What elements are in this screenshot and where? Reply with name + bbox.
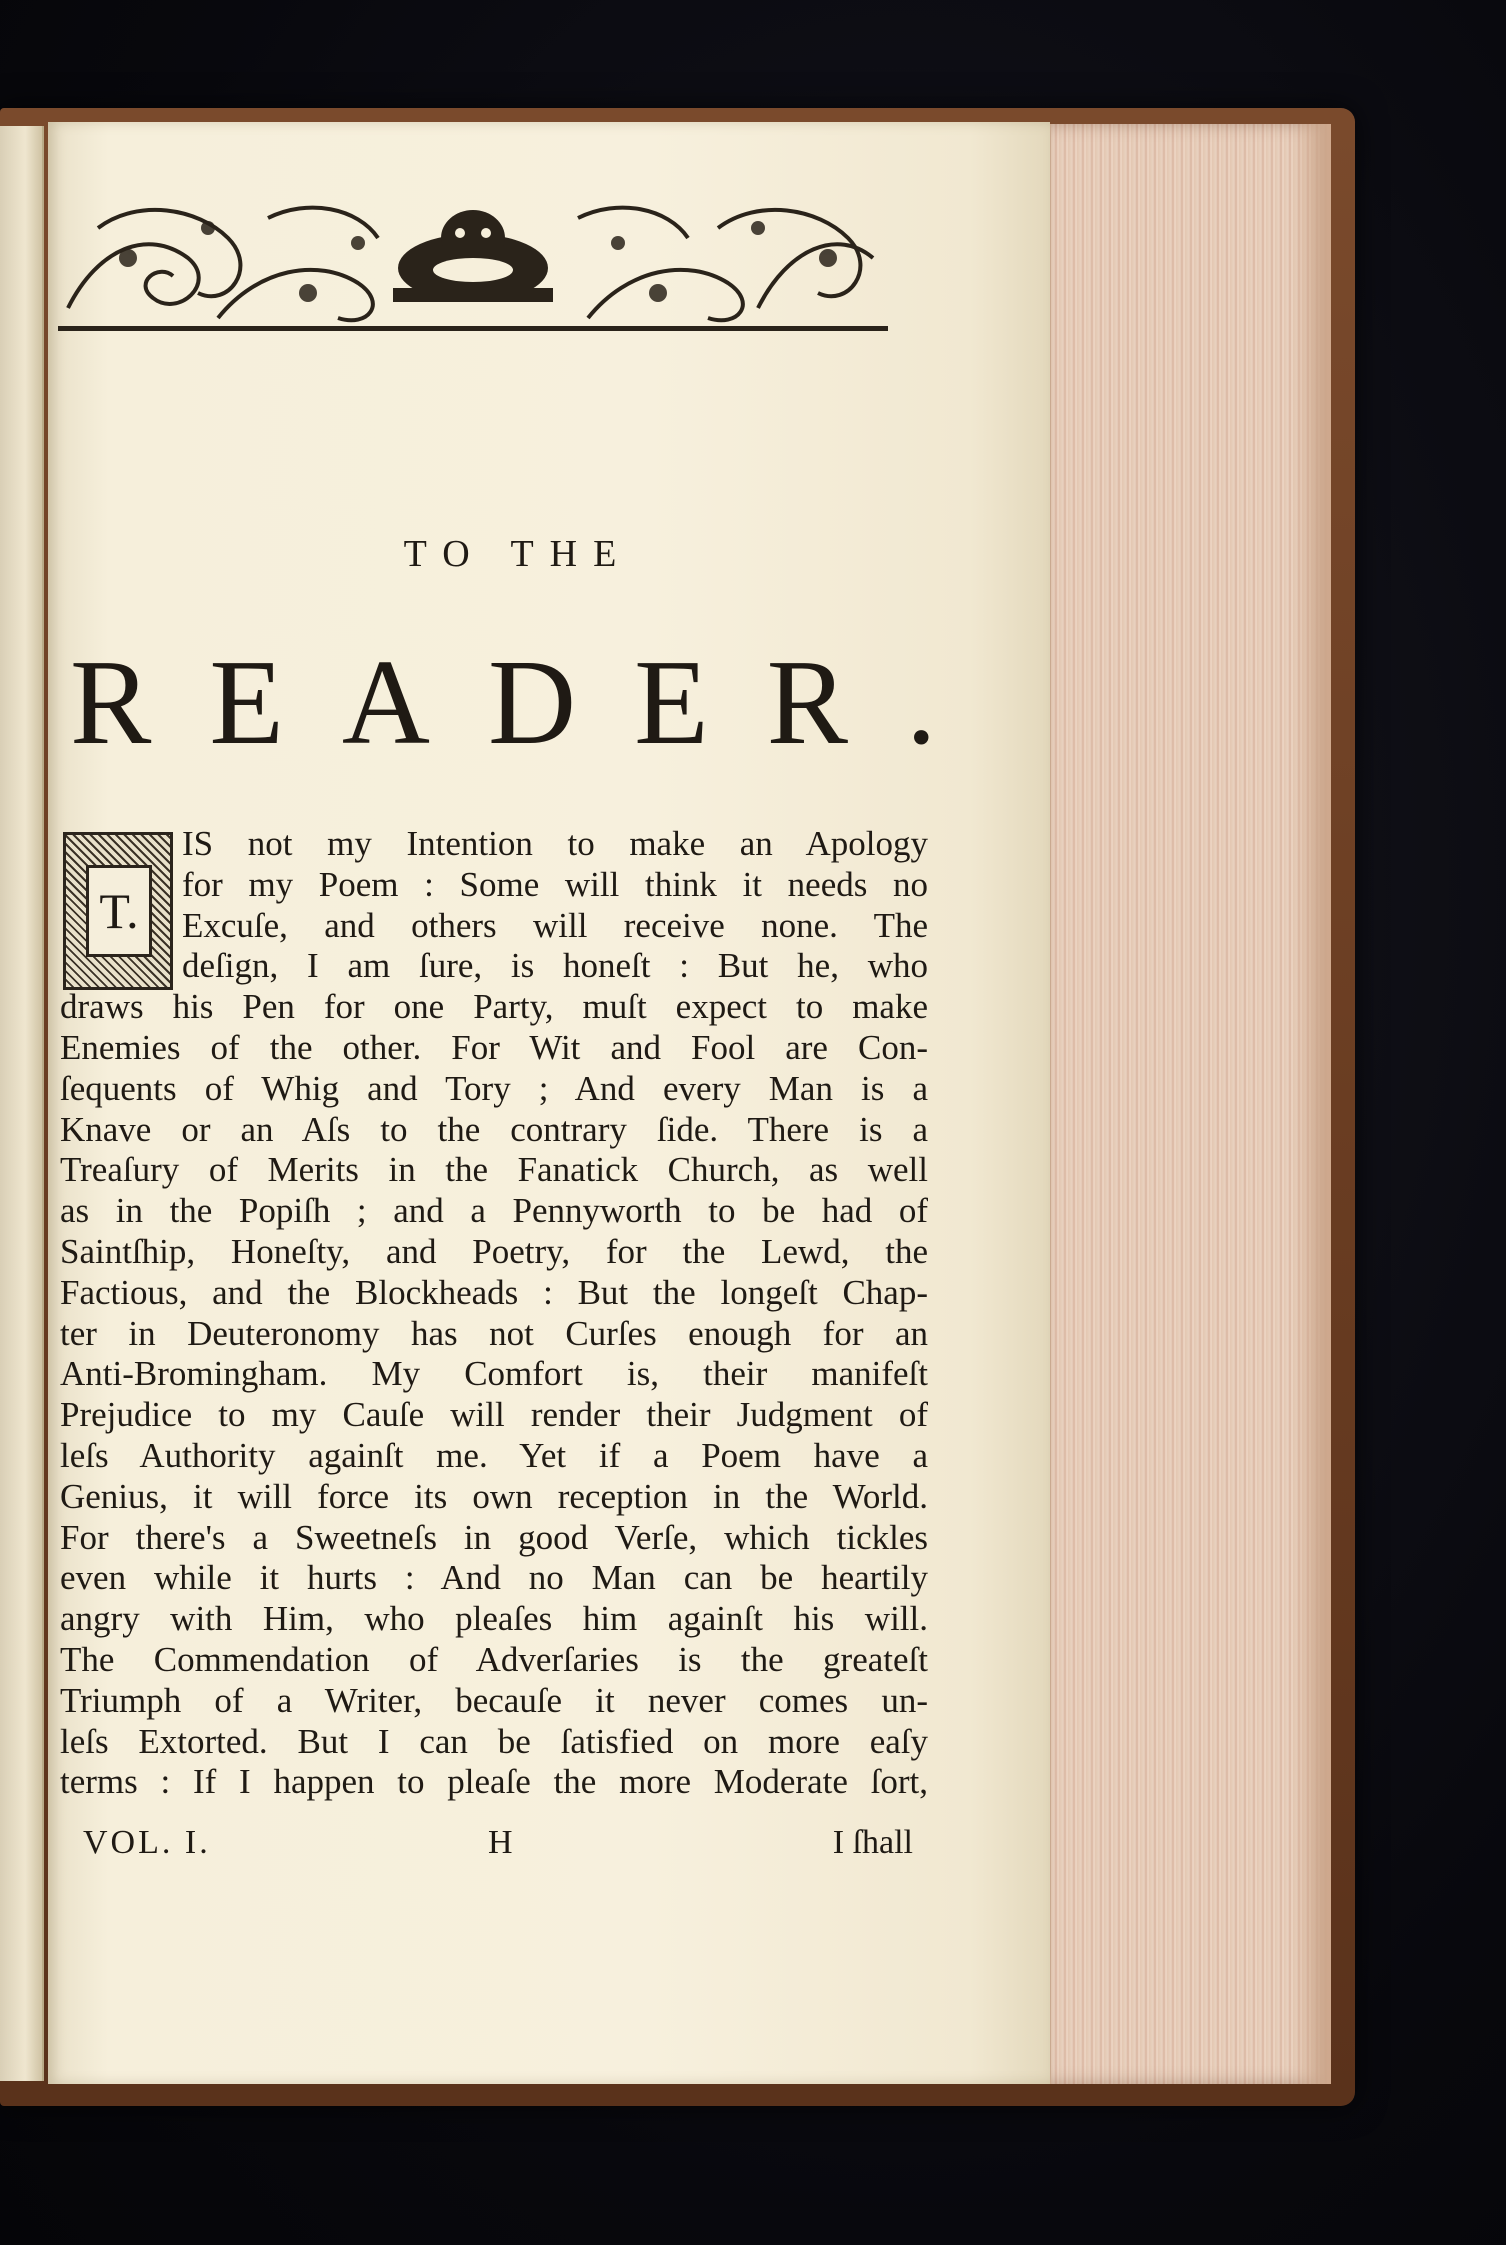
text-line: Enemies of the other. For Wit and Fool are Con- [60, 1027, 928, 1067]
text-line: Genius, it will force its own reception in the World. [60, 1476, 928, 1516]
text-line: for my Poem : Some will think it needs no [182, 864, 928, 904]
text-line: Factious, and the Blockheads : But the longeſt Chap- [60, 1272, 928, 1312]
text-line: Excuſe, and others will receive none. The [182, 905, 928, 945]
page-footer [83, 1824, 913, 1868]
drop-cap-letter: T. [86, 865, 152, 957]
text-line: ſequents of Whig and Tory ; And every Man is a [60, 1068, 928, 1108]
text-line: Saintſhip, Honeſty, and Poetry, for the Lewd, the [60, 1231, 928, 1271]
text-line: angry with Him, who pleaſes him againſt his will. [60, 1599, 928, 1639]
text-line: Triumph of a Writer, becauſe it never comes un- [60, 1680, 928, 1720]
signature-mark: H [488, 1824, 513, 1861]
text-line: deſign, I am ſure, is honeſt : But he, who [182, 946, 928, 986]
book-page [48, 122, 1050, 2084]
text-line: leſs Authority againſt me. Yet if a Poem have a [60, 1435, 928, 1475]
catchword: I ſhall [832, 1824, 913, 1861]
text-line: Prejudice to my Cauſe will render their Judgment of [60, 1395, 928, 1435]
text-line: leſs Extorted. But I can be ſatisfied on more eaſy [60, 1721, 928, 1761]
text-line: Treaſury of Merits in the Fanatick Church, as well [60, 1150, 928, 1190]
text-line: even while it hurts : And no Man can be heartily [60, 1558, 928, 1598]
left-page-edge [0, 126, 44, 2081]
text-line: as in the Popiſh ; and a Pennyworth to be had of [60, 1191, 928, 1231]
text-line: Knave or an Aſs to the contrary ſide. There is a [60, 1109, 928, 1149]
text-line: ter in Deuteronomy has not Curſes enough for an [60, 1313, 928, 1353]
text-line: The Commendation of Adverſaries is the greateſt [60, 1639, 928, 1679]
page-title: READER. [70, 635, 995, 770]
ornamental-headpiece [58, 188, 888, 333]
text-line: Anti-Bromingham. My Comfort is, their manifeſt [60, 1354, 928, 1394]
text-line: IS not my Intention to make an Apology [182, 824, 928, 863]
volume-mark: VOL. I. [83, 1824, 211, 1861]
text-line: terms : If I happen to pleaſe the more Moderate ſort, [60, 1762, 928, 1802]
heading-to-the: TO THE [403, 533, 633, 575]
text-line: draws his Pen for one Party, muſt expect to make [60, 987, 928, 1027]
body-text [60, 824, 928, 1803]
page-edges [1048, 124, 1331, 2084]
text-line: For there's a Sweetneſs in good Verſe, which tickles [60, 1517, 928, 1557]
